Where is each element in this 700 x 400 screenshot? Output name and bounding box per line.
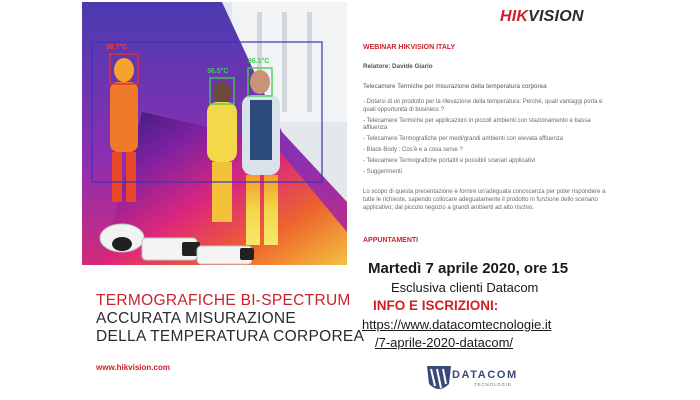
agenda-item: - Telecamere Termiche per applicazioni in piccoli ambienti con stazionamento e bassa affluenza (363, 117, 591, 132)
webinar-topic: Telecamere Termiche per misurazione della temperatura corporea (363, 83, 547, 90)
hikvision-logo-part1: HIK (500, 8, 529, 25)
agenda-item: - Dotarsi di un prodotto per la rilevazione della temperatura: Perché, quali vantaggi porta e quali opportunità di business ? (363, 99, 603, 113)
title-line-1: TERMOGRAFICHE BI-SPECTRUM (96, 292, 351, 309)
registration-link-line1[interactable]: https://www.datacomtecnologie.it (362, 317, 552, 332)
speaker-line (363, 63, 433, 70)
event-date: Martedì 7 aprile 2020, ore 15 (368, 260, 569, 277)
exclusive-clients-note: Esclusiva clienti Datacom (391, 280, 539, 295)
title-line-3: DELLA TEMPERATURA CORPOREA (96, 328, 365, 345)
datacom-logo-subtext: TECNOLOGIE (474, 382, 512, 387)
hikvision-logo (500, 8, 584, 26)
agenda-item: - Telecamere Termografiche portatili e possibili scenari applicativi (363, 157, 536, 164)
temp-reading-right: 36.1°C (248, 58, 270, 65)
agenda-item: - Suggerimenti (363, 168, 403, 175)
appointments-header: APPUNTAMENTI (363, 237, 419, 244)
speaker-label: Relatore: (363, 63, 391, 70)
hikvision-logo-part2: VISION (528, 8, 584, 25)
agenda-list (363, 99, 603, 179)
temp-reading-left: 36.7°C (106, 44, 128, 51)
agenda-item: - Telecamere Termografiche per medi/grandi ambienti con elevata affluenza (363, 136, 564, 143)
title-line-2: ACCURATA MISURAZIONE (96, 310, 297, 327)
hikvision-website-link[interactable]: www.hikvision.com (96, 363, 170, 372)
datacom-logo-icon (425, 364, 453, 394)
temp-reading-middle: 36.5°C (207, 68, 229, 75)
speaker-name: Davide Giario (392, 63, 433, 70)
registration-link-line2[interactable]: /7-aprile-2020-datacom/ (375, 335, 514, 350)
agenda-item: - Black-Body : Cos'è e a cosa serve ? (363, 146, 463, 153)
thermal-scene-illustration (82, 2, 347, 265)
info-registration-heading: INFO E ISCRIZIONI: (373, 298, 499, 313)
datacom-logo-text: DATACOM (452, 369, 518, 381)
webinar-header: WEBINAR HIKVISION ITALY (363, 44, 456, 51)
thermal-hero-image (82, 2, 347, 265)
presentation-description: Lo scopo di questa presentazione è fornire un'adeguata conoscenza per poter rispondere a tutte le richieste, sapendo collocare adeguatamente il prodotto in funzione dello scenario applicativo; dal piccolo negozio a grandi ambienti ad alto rischio. (363, 189, 606, 211)
